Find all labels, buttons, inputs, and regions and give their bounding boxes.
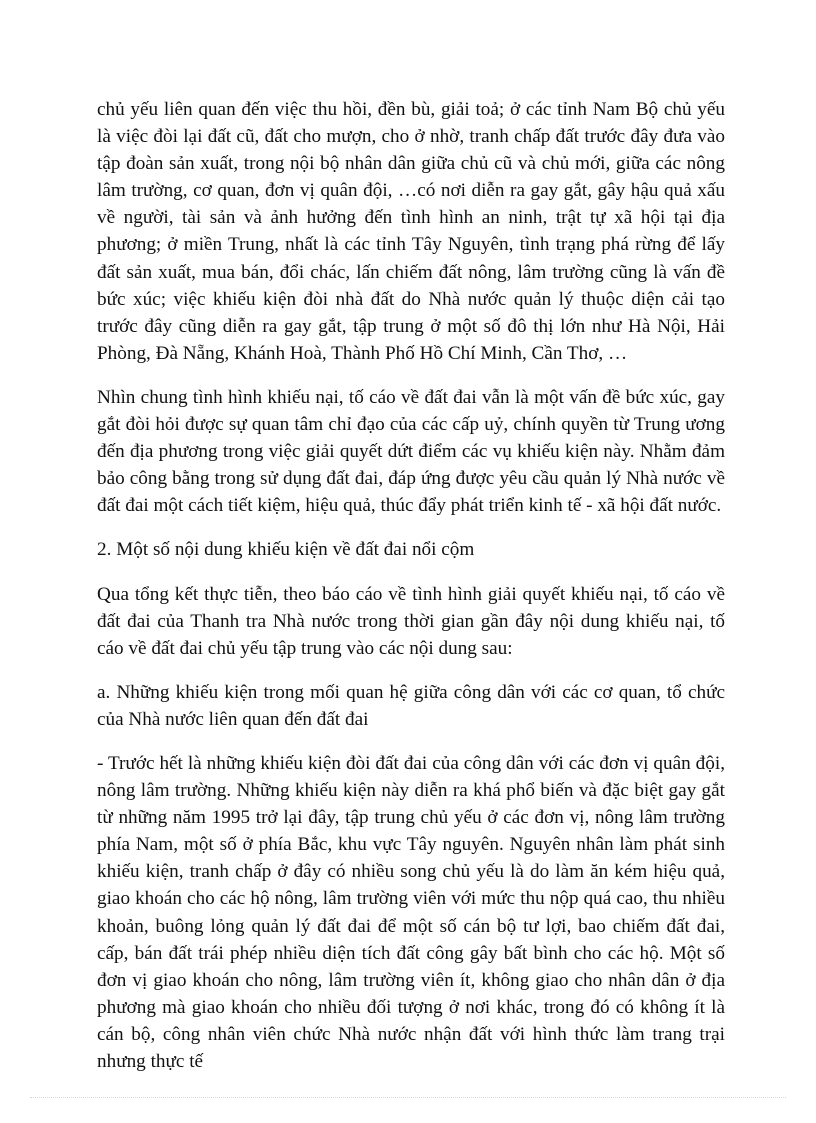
- subsection-heading: a. Những khiếu kiện trong mối quan hệ giữa công dân với các cơ quan, tổ chức của Nhà nước liên quan đến đất đai: [97, 681, 725, 730]
- paragraph-land-disputes-by-region: chủ yếu liên quan đến việc thu hồi, đền bù, giải toả; ở các tỉnh Nam Bộ chủ yếu là việc đòi lại đất cũ, đất cho mượn, cho ở nhờ, tranh chấp đất trước đây đưa vào tập đoàn sản xuất, trong nội bộ nhân dân giữa chủ cũ và chủ mới, giữa các nông lâm trường, cơ quan, đơn vị quân đội, …có nơi diễn ra gay gắt, gây hậu quả xấu về người, tài sản và ảnh hưởng đến tình hình an ninh, trật tự xã hội tại địa phương; ở miền Trung, nhất là các tỉnh Tây Nguyên, tình trạng phá rừng để lấy đất sản xuất, mua bán, đổi chác, lấn chiếm đất nông, lâm trường cũng là vấn đề bức xúc; việc khiếu kiện đòi nhà đất do Nhà nước quản lý thuộc diện cải tạo trước đây cũng diễn ra gay gắt, tập trung ở một số đô thị lớn như Hà Nội, Hải Phòng, Đà Nẵng, Khánh Hoà, Thành Phố Hồ Chí Minh, Cần Thơ, …: [97, 99, 725, 364]
- section-heading: 2. Một số nội dung khiếu kiện về đất đai nổi cộm: [97, 539, 475, 561]
- paragraph-intro: Qua tổng kết thực tiễn, theo báo cáo về tình hình giải quyết khiếu nại, tố cáo về đất đai của Thanh tra Nhà nước trong thời gian gần đây nội dung khiếu nại, tố cáo về đất đai chủ yếu tập trung vào các nội dung sau:: [97, 583, 725, 659]
- page-bottom-divider: [30, 1097, 786, 1098]
- paragraph-military-units-disputes: - Trước hết là những khiếu kiện đòi đất đai của công dân với các đơn vị quân đội, nông lâm trường. Những khiếu kiện này diễn ra khá phổ biến và đặc biệt gay gắt từ những năm 1995 trở lại đây, tập trung chủ yếu ở các đơn vị, nông lâm trường phía Nam, một số ở phía Bắc, khu vực Tây nguyên. Nguyên nhân làm phát sinh khiếu kiện, tranh chấp ở đây có nhiều song chủ yếu là do làm ăn kém hiệu quả, giao khoán cho các hộ nông, lâm trường viên với mức thu nộp quá cao, thu nhiều khoản, buông lỏng quản lý đất đai để một số cán bộ tư lợi, bao chiếm đất đai, cấp, bán đất trái phép nhiều diện tích đất công gây bất bình cho các hộ. Một số đơn vị giao khoán cho nông, lâm trường viên ít, không giao cho nhân dân ở địa phương mà giao khoán cho nhiều đối tượng ở nơi khác, trong đó có không ít là cán bộ, công nhân viên chức Nhà nước nhận đất với hình thức làm trang trại nhưng thực tế: [97, 752, 725, 1072]
- document-body: [97, 96, 725, 1092]
- paragraph-overall-situation: Nhìn chung tình hình khiếu nại, tố cáo về đất đai vẫn là một vấn đề bức xúc, gay gắt đòi hỏi được sự quan tâm chỉ đạo của các cấp uỷ, chính quyền từ Trung ương đến địa phương trong việc giải quyết dứt điểm các vụ khiếu kiện này. Nhằm đảm bảo công bằng trong sử dụng đất đai, đáp ứng được yêu cầu quản lý Nhà nước về đất đai một cách tiết kiệm, hiệu quả, thúc đẩy phát triển kinh tế - xã hội đất nước.: [97, 386, 725, 517]
